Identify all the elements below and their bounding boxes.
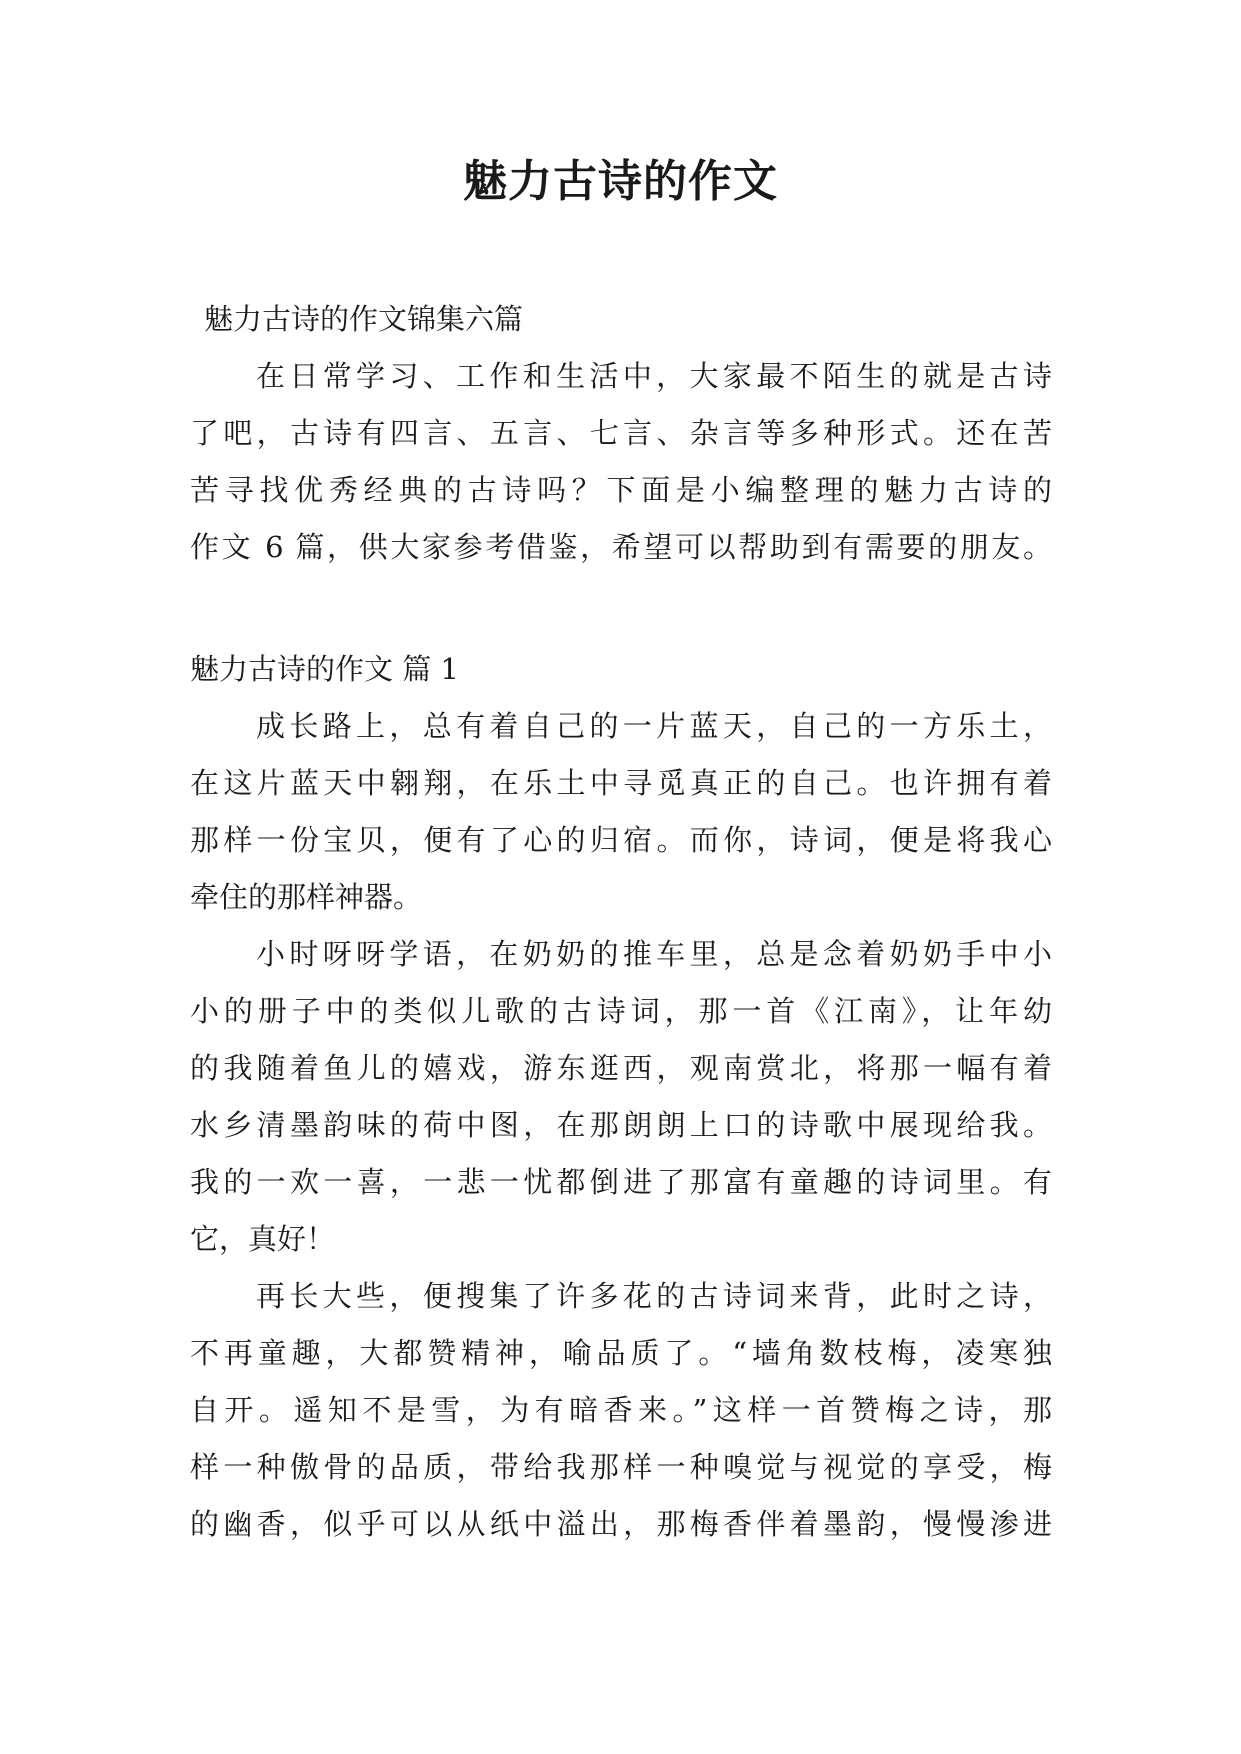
- paragraph-line: 的我随着鱼儿的嬉戏，游东逛西，观南赏北，将那一幅有着: [190, 1051, 1052, 1085]
- paragraph-line: 牵住的那样神器。: [190, 880, 423, 914]
- paragraph-2: [190, 926, 1052, 1268]
- paragraph-line: 的幽香，似乎可以从纸中溢出，那梅香伴着墨韵，慢慢渗进: [190, 1507, 1052, 1541]
- intro-line: 苦寻找优秀经典的古诗吗？下面是小编整理的魅力古诗的: [190, 473, 1052, 507]
- intro-line: 在日常学习、工作和生活中，大家最不陌生的就是古诗: [256, 359, 1052, 393]
- intro-paragraph: [190, 348, 1052, 576]
- document-subtitle: 魅力古诗的作文锦集六篇: [204, 302, 524, 336]
- paragraph-line: 小时呀呀学语，在奶奶的推车里，总是念着奶奶手中小: [256, 937, 1052, 971]
- paragraph-1: [190, 698, 1052, 926]
- paragraph-line: 小的册子中的类似儿歌的古诗词，那一首《江南》，让年幼: [190, 994, 1052, 1028]
- paragraph-line: 样一种傲骨的品质，带给我那样一种嗅觉与视觉的享受，梅: [190, 1450, 1052, 1484]
- paragraph-3: [190, 1268, 1052, 1553]
- section-heading: 魅力古诗的作文 篇 1: [190, 652, 459, 686]
- paragraph-line: 在这片蓝天中翱翔，在乐土中寻觅真正的自己。也许拥有着: [190, 766, 1052, 800]
- paragraph-line: 不再童趣，大都赞精神，喻品质了。“墙角数枝梅，凌寒独: [190, 1336, 1052, 1370]
- spacer: [190, 633, 1052, 641]
- intro-line: 了吧，古诗有四言、五言、七言、杂言等多种形式。还在苦: [190, 416, 1052, 450]
- paragraph-line: 成长路上，总有着自己的一片蓝天，自己的一方乐土，: [256, 709, 1052, 743]
- paragraph-line: 自开。遥知不是雪，为有暗香来。”这样一首赞梅之诗，那: [190, 1393, 1052, 1427]
- paragraph-line: 我的一欢一喜，一悲一忧都倒进了那富有童趣的诗词里。有: [190, 1165, 1052, 1199]
- intro-line: 作文 6 篇，供大家参考借鉴，希望可以帮助到有需要的朋友。: [190, 530, 1052, 564]
- spacer: [190, 576, 1052, 633]
- paragraph-line: 那样一份宝贝，便有了心的归宿。而你，诗词，便是将我心: [190, 823, 1052, 857]
- paragraph-line: 它，真好！: [190, 1222, 336, 1256]
- paragraph-line: 水乡清墨韵味的荷中图，在那朗朗上口的诗歌中展现给我。: [190, 1108, 1052, 1142]
- document-title: 魅力古诗的作文: [463, 156, 778, 207]
- document-body: [190, 291, 1052, 1553]
- paragraph-line: 再长大些，便搜集了许多花的古诗词来背，此时之诗，: [256, 1279, 1052, 1313]
